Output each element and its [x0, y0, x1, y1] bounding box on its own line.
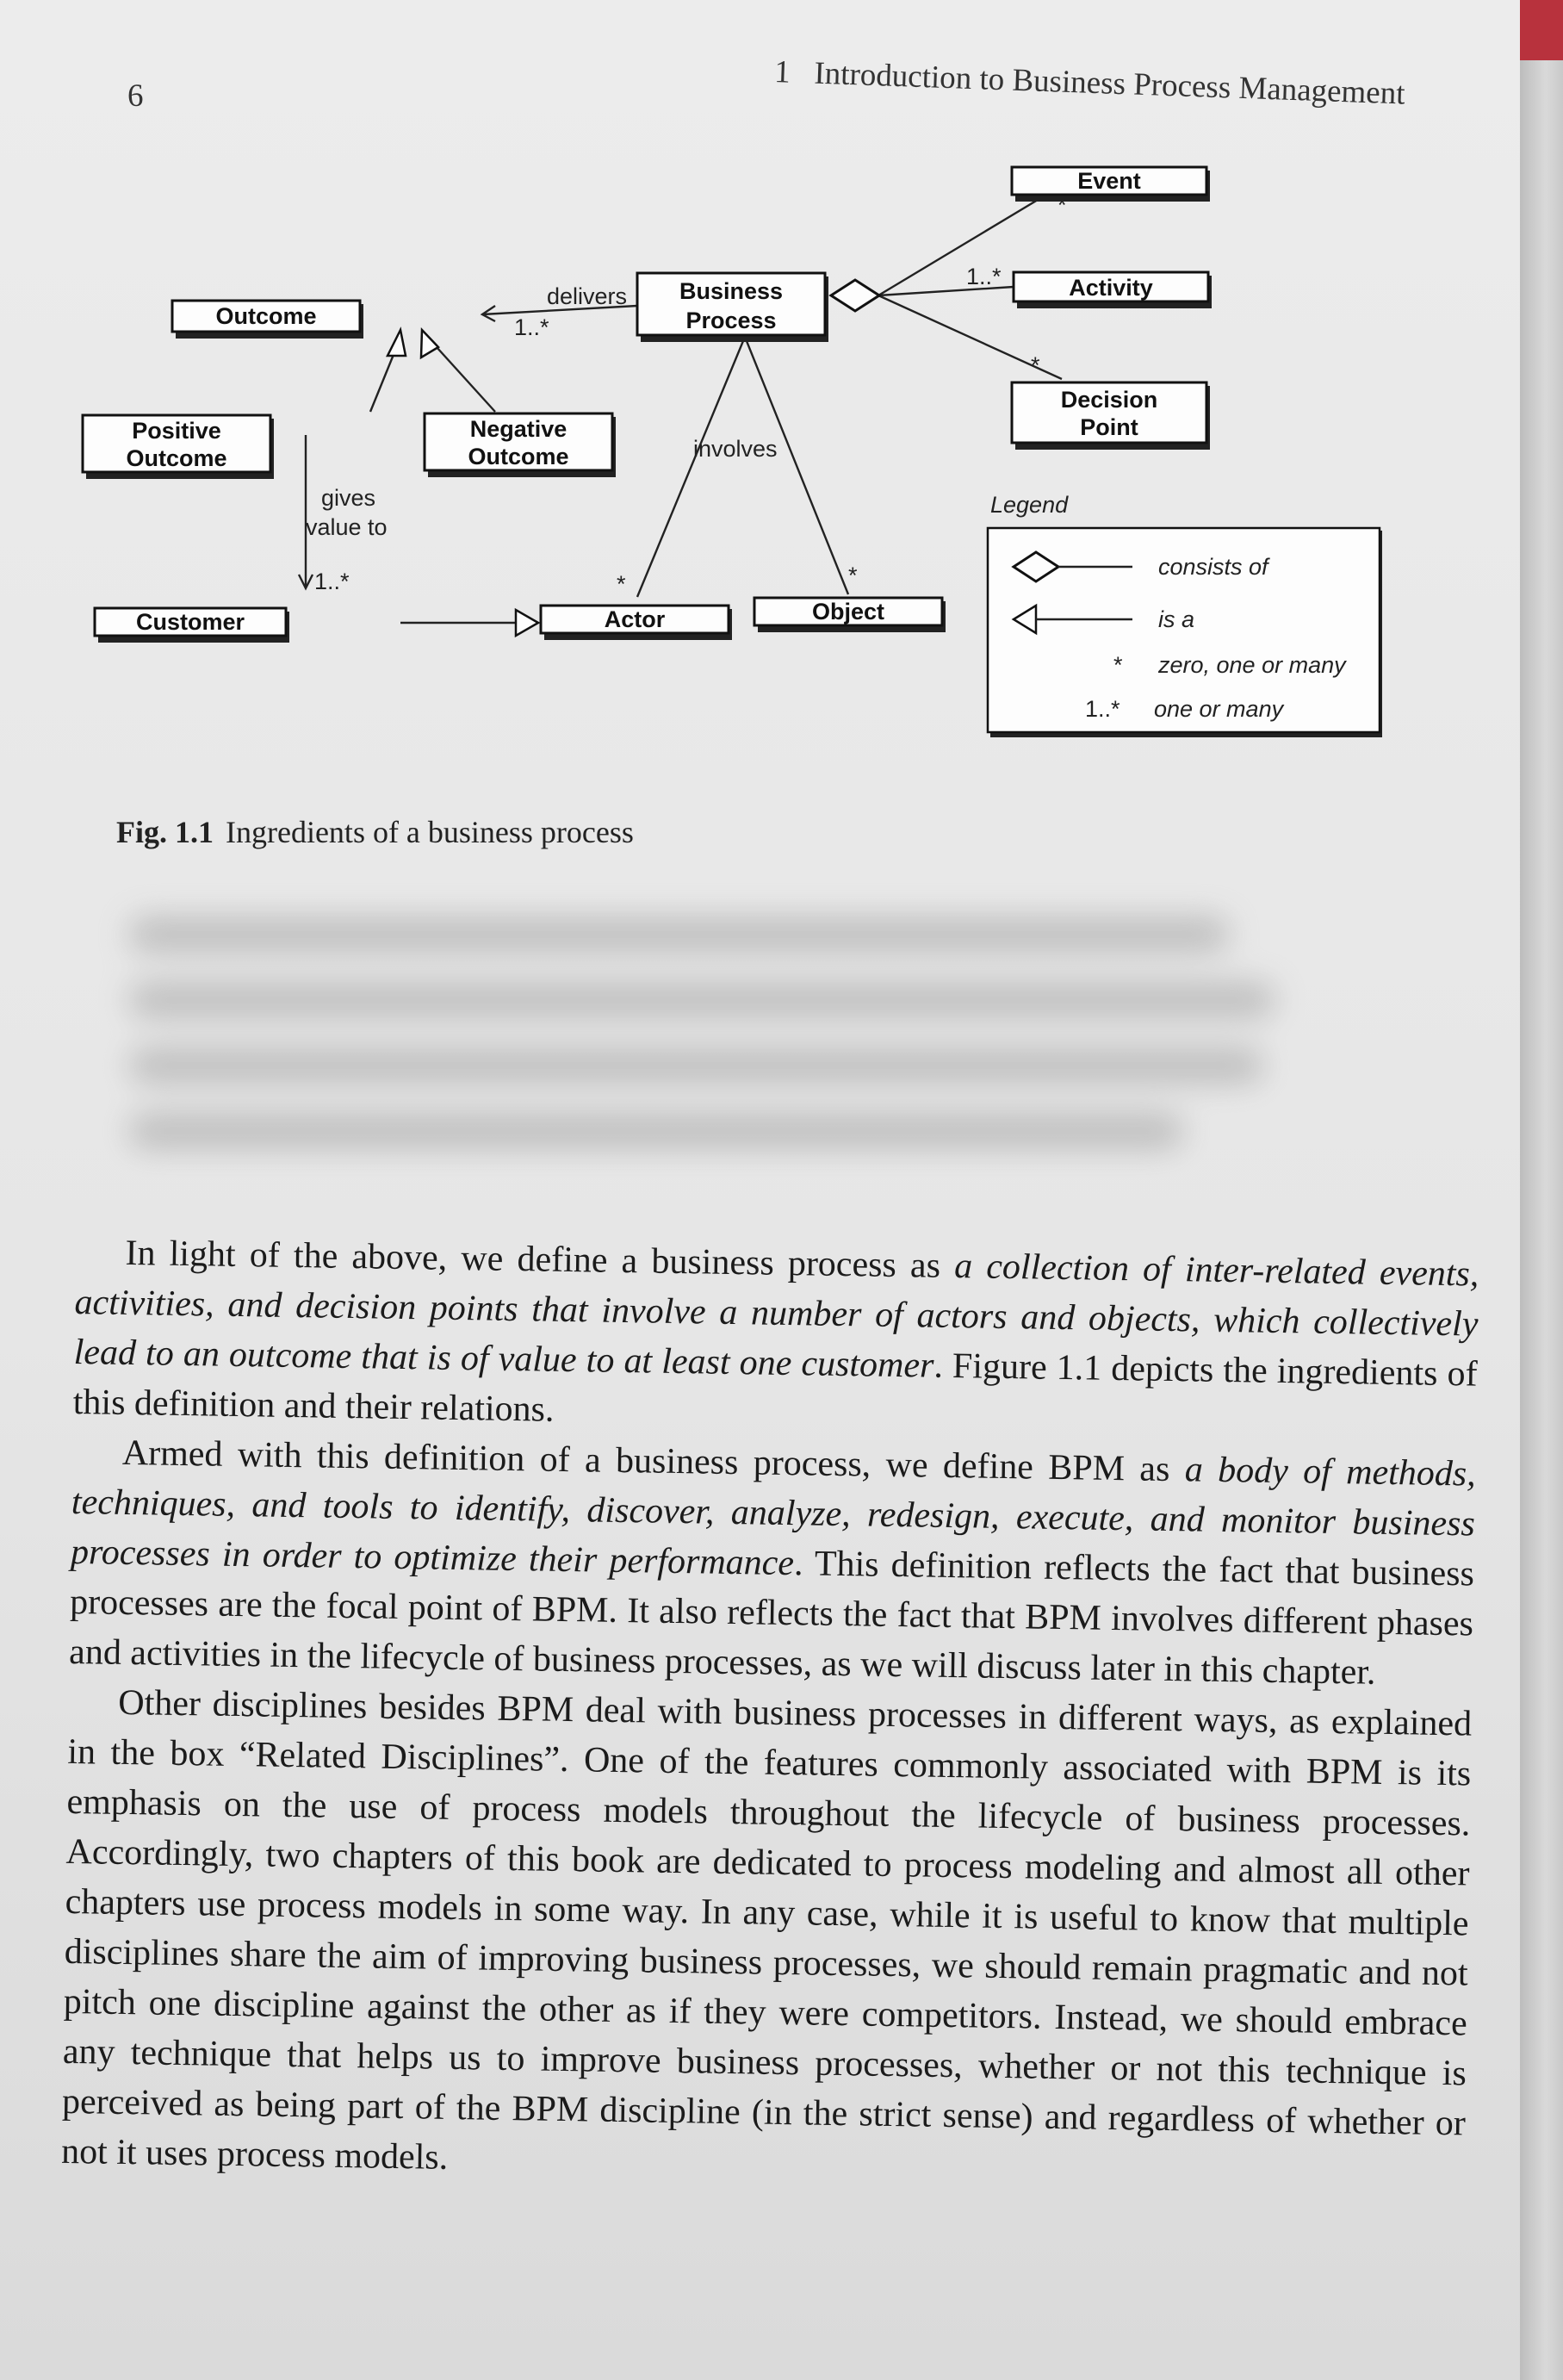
- blurred-text-region: [129, 917, 1275, 1202]
- svg-text:Positive: Positive: [132, 418, 221, 444]
- box-business-process: [637, 273, 828, 342]
- business-process-definition: a collection of inter-related events, activities, and decision points that involve a number of actors and objects, which collectively lead to an outcome that is of value to at least one customer: [73, 1246, 1479, 1386]
- svg-text:Negative: Negative: [469, 416, 568, 442]
- svg-text:Point: Point: [1080, 414, 1138, 440]
- svg-text:Actor: Actor: [604, 606, 666, 632]
- box-customer: [95, 608, 289, 643]
- customer-isa-arrow: [516, 610, 538, 636]
- box-object: [754, 598, 946, 632]
- paragraph-1: In light of the above, we define a business process as a collection of inter-related events, activities, and decision points that involve a number of actors and objects, which collectively lead to an outcome that is of value to at least one customer. Figure 1.1 depicts the ingredients of this definition and their relations.: [72, 1233, 1479, 1430]
- svg-text:Process: Process: [685, 308, 777, 333]
- involves-label: involves: [693, 436, 778, 462]
- legend-star: *: [1113, 652, 1123, 678]
- object-multiplicity: *: [848, 562, 858, 588]
- legend-title: Legend: [990, 492, 1069, 518]
- svg-text:Object: Object: [811, 599, 885, 625]
- bpm-definition: a body of methods, techniques, and tools to identify, discover, analyze, redesign, execute, and monitor business processes in order to optimize their performance: [70, 1450, 1477, 1584]
- next-page-edge: [1520, 0, 1563, 2380]
- svg-text:Customer: Customer: [135, 609, 245, 635]
- legend-zero-one-many: zero, one or many: [1158, 652, 1346, 678]
- delivers-label: delivers: [547, 283, 628, 309]
- box-outcome: [172, 301, 363, 339]
- event-multiplicity: *: [1058, 192, 1067, 218]
- value-to-label: value to: [306, 514, 388, 540]
- positive-isa-arrow: [388, 330, 406, 356]
- paragraph-3: Other disciplines besides BPM deal with business processes in different ways, as explained in the box “Related Disciplines”. One of the features commonly associated with BPM is its emphasis on the use of process models throughout the lifecycle of business processes. Accordingly, two chapters of this book are dedicated to process modeling and almost all other chapters use process models in some way. In any case, while it is useful to know that multiple disciplines share the aim of improving business processes, we should remain pragmatic and not pitch one discipline against the other as if they were competitors. Instead, we should embrace any technique that helps us to improve business processes, whether or not this technique is perceived as being part of the BPM discipline (in the strict sense) and regardless of whether or not it uses process models.: [60, 1682, 1473, 2178]
- svg-text:Event: Event: [1077, 168, 1141, 194]
- negative-isa-arrow: [421, 330, 438, 357]
- running-head: 1 Introduction to Business Process Management: [773, 53, 1406, 112]
- figure-caption-text: Ingredients of a business process: [226, 815, 634, 849]
- decision-multiplicity: *: [1031, 352, 1040, 378]
- consists-of-diamond: [831, 280, 879, 311]
- box-positive-outcome: [83, 415, 274, 479]
- svg-text:Business: Business: [679, 278, 784, 304]
- legend-one-or-many: one or many: [1154, 696, 1284, 722]
- svg-text:Decision: Decision: [1060, 387, 1158, 413]
- legend-is-a: is a: [1158, 606, 1195, 632]
- customer-multiplicity: 1..*: [314, 569, 350, 594]
- activity-multiplicity: 1..*: [966, 264, 1002, 289]
- legend-one-star: 1..*: [1085, 696, 1120, 722]
- process-actor-line: [637, 337, 745, 597]
- delivers-multiplicity: 1..*: [514, 314, 549, 340]
- box-negative-outcome: [425, 413, 616, 477]
- page-number: 6: [127, 78, 144, 114]
- process-object-line: [745, 337, 848, 594]
- outcome-label: Outcome: [215, 303, 317, 329]
- box-actor: [541, 606, 732, 640]
- body-text: [61, 1227, 1479, 2198]
- bpm-ingredients-diagram: [126, 151, 1417, 762]
- background-corner: [1520, 0, 1563, 60]
- actor-multiplicity: *: [617, 571, 626, 597]
- svg-text:Outcome: Outcome: [126, 445, 227, 471]
- box-decision-point: [1012, 382, 1210, 450]
- svg-text:Activity: Activity: [1069, 275, 1153, 301]
- figure-caption: [116, 814, 634, 850]
- negative-isa-line: [428, 338, 495, 412]
- box-event: [1012, 167, 1210, 202]
- figure-label: Fig. 1.1: [116, 815, 214, 849]
- box-activity: [1014, 272, 1212, 308]
- gives-label: gives: [321, 485, 376, 511]
- paragraph-2: Armed with this definition of a business process, we define BPM as a body of methods, techniques, and tools to identify, discover, analyze, redesign, execute, and monitor business processes in order to optimize their performance. This definition reflects the fact that business processes are the focal point of BPM. It also reflects the fact that BPM involves different phases and activities in the lifecycle of business processes, as we will discuss later in this chapter.: [68, 1432, 1477, 1693]
- svg-text:Outcome: Outcome: [468, 444, 569, 469]
- legend-consists-of: consists of: [1158, 554, 1268, 580]
